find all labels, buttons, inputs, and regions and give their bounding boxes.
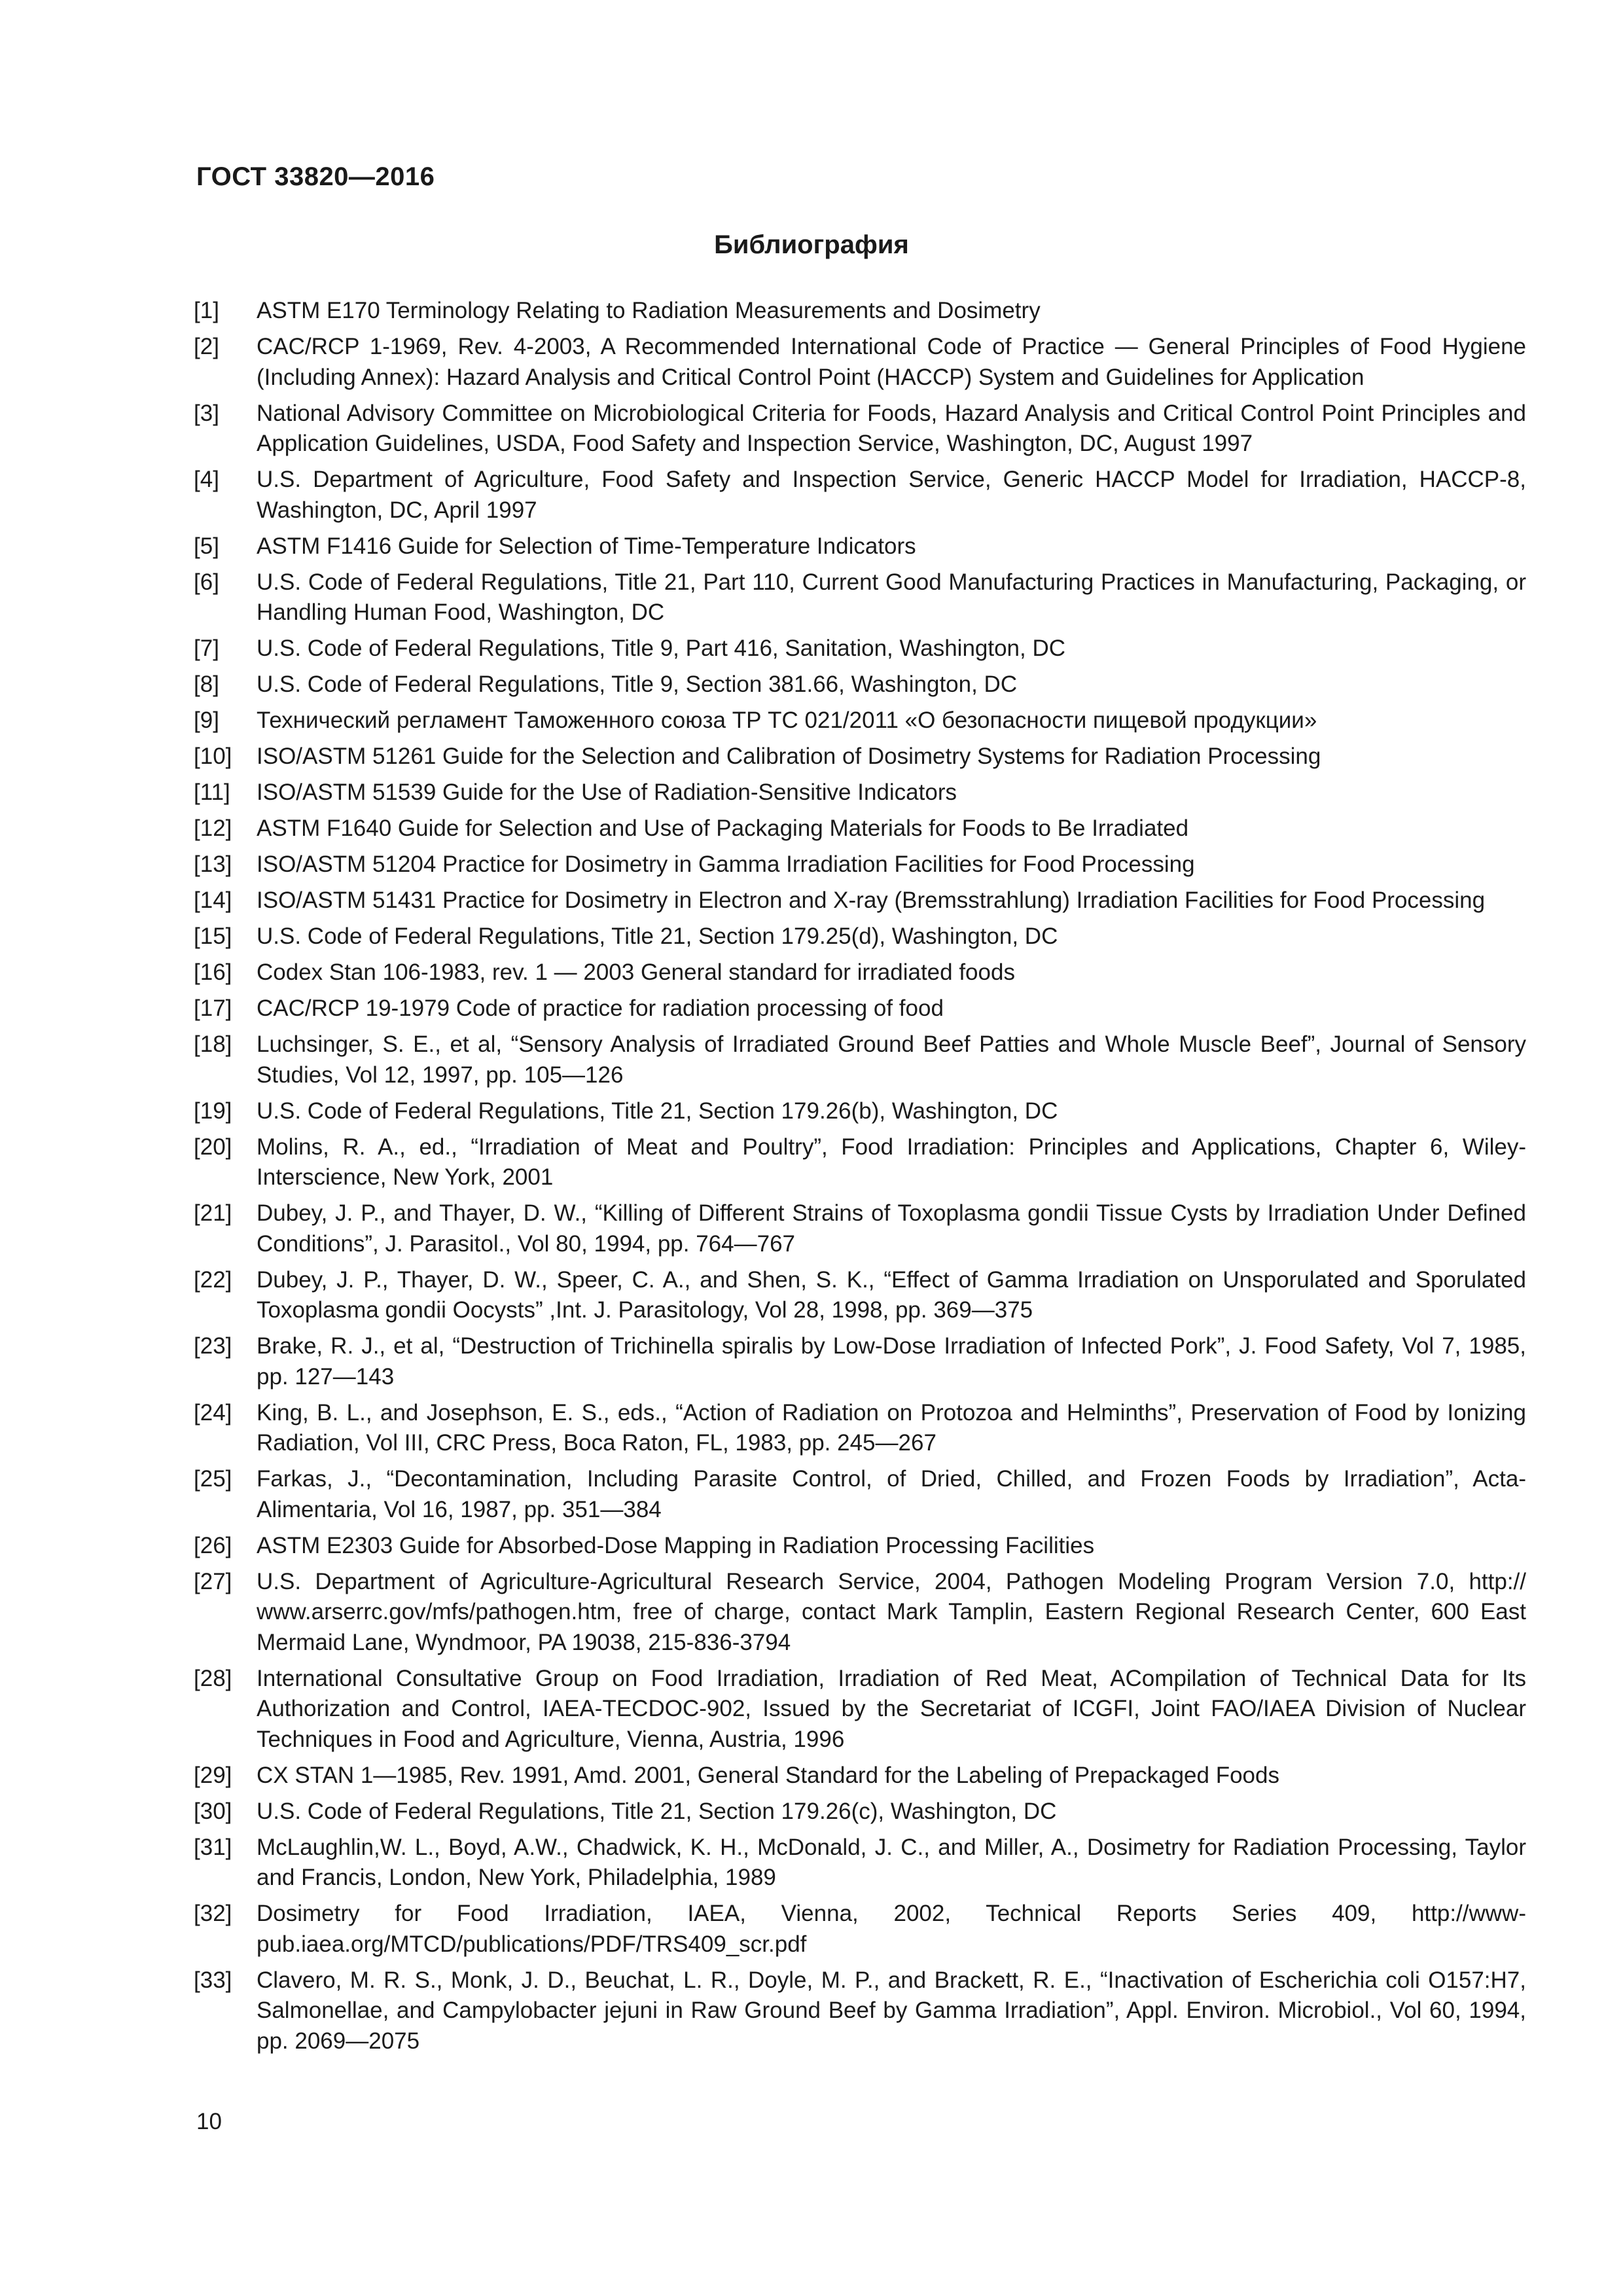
reference-number: [18] (194, 1031, 232, 1057)
reference-text: Технический регламент Таможенного союза ТР ТС 021/2011 «О безопасности пищевой продукции» (257, 708, 1317, 733)
reference-item (194, 1265, 1526, 1326)
reference-item (194, 706, 1526, 736)
document-header: ГОСТ 33820—2016 (196, 162, 435, 191)
reference-text: U.S. Department of Agriculture-Agricultural Research Service, 2004, Pathogen Modeling Program Version 7.0, http:// www.arserrc.gov/mfs/pathogen.htm, free of charge, contact Mark Tamplin, Eastern Regional Research Center, 600 East Mermaid Lane, Wyndmoor, PA 19038, 215-836-3794 (257, 1568, 1526, 1655)
reference-number: [13] (194, 852, 232, 877)
reference-item (194, 567, 1526, 628)
reference-text: Farkas, J., “Decontamination, Including Parasite Control, of Dried, Chilled, and Frozen Foods by Irradiation”, Acta-Alimentaria, Vol 16, 1987, pp. 351—384 (257, 1466, 1526, 1522)
reference-number: [14] (194, 888, 232, 913)
reference-number: [31] (194, 1834, 232, 1860)
reference-number: [7] (194, 636, 219, 661)
reference-number: [28] (194, 1665, 232, 1691)
reference-item (194, 778, 1526, 808)
reference-text: U.S. Code of Federal Regulations, Title 21, Section 179.25(d), Washington, DC (257, 924, 1058, 949)
reference-item (194, 332, 1526, 393)
reference-number: [30] (194, 1798, 232, 1824)
reference-number: [16] (194, 960, 232, 985)
reference-number: [1] (194, 298, 219, 323)
reference-item (194, 1761, 1526, 1791)
reference-item (194, 850, 1526, 880)
reference-text: National Advisory Committee on Microbiological Criteria for Foods, Hazard Analysis and Critical Control Point Principles and Application Guidelines, USDA, Food Safety and Inspection Service, Washington, DC, August 1997 (257, 400, 1526, 456)
reference-item (194, 399, 1526, 459)
reference-text: Luchsinger, S. E., et al, “Sensory Analysis of Irradiated Ground Beef Patties and Whole Muscle Beef”, Journal of Sensory Studies, Vol 12, 1997, pp. 105—126 (257, 1031, 1526, 1088)
reference-text: ASTM F1416 Guide for Selection of Time-Temperature Indicators (257, 533, 916, 559)
reference-number: [22] (194, 1266, 232, 1293)
reference-text: ASTM F1640 Guide for Selection and Use of Packaging Materials for Foods to Be Irradiated (257, 816, 1189, 841)
reference-item (194, 1664, 1526, 1755)
page-number: 10 (196, 2109, 222, 2134)
reference-number: [8] (194, 672, 219, 697)
reference-text: CAC/RCP 19-1979 Code of practice for radiation processing of food (257, 996, 944, 1021)
reference-text: CX STAN 1—1985, Rev. 1991, Amd. 2001, General Standard for the Labeling of Prepackaged Foods (257, 1762, 1279, 1788)
reference-number: [4] (194, 467, 219, 492)
page-title: Библиография (714, 230, 909, 259)
reference-item (194, 1198, 1526, 1259)
reference-number: [9] (194, 708, 219, 733)
reference-number: [6] (194, 569, 219, 595)
reference-item (194, 465, 1526, 526)
reference-item (194, 922, 1526, 952)
reference-number: [19] (194, 1098, 232, 1124)
reference-text: U.S. Code of Federal Regulations, Title 9, Section 381.66, Washington, DC (257, 672, 1018, 697)
reference-text: U.S. Code of Federal Regulations, Title 9, Part 416, Sanitation, Washington, DC (257, 636, 1066, 661)
reference-number: [5] (194, 533, 219, 559)
reference-item (194, 1833, 1526, 1893)
reference-item (194, 1899, 1526, 1960)
reference-item (194, 1030, 1526, 1090)
reference-item (194, 958, 1526, 988)
reference-number: [17] (194, 996, 232, 1021)
reference-text: CAC/RCP 1-1969, Rev. 4-2003, A Recommended International Code of Practice — General Principles of Food Hygiene (Including Annex): Hazard Analysis and Critical Control Point (HACCP) System and Guidelines for Application (257, 334, 1526, 390)
reference-text: ASTM E170 Terminology Relating to Radiation Measurements and Dosimetry (257, 298, 1041, 323)
reference-item (194, 296, 1526, 327)
reference-text: ISO/ASTM 51204 Practice for Dosimetry in Gamma Irradiation Facilities for Food Processing (257, 852, 1195, 877)
reference-text: Molins, R. A., ed., “Irradiation of Meat and Poultry”, Food Irradiation: Principles and Applications, Chapter 6, Wiley-Interscience, New York, 2001 (257, 1134, 1526, 1190)
reference-item (194, 742, 1526, 772)
reference-item (194, 1331, 1526, 1392)
reference-item (194, 994, 1526, 1024)
reference-text: U.S. Code of Federal Regulations, Title 21, Section 179.26(c), Washington, DC (257, 1798, 1057, 1824)
reference-text: Clavero, M. R. S., Monk, J. D., Beuchat, L. R., Doyle, M. P., and Brackett, R. E., “Inactivation of Escherichia coli O157:H7, Salmonellae, and Campylobacter jejuni in Raw Ground Beef by Gamma Irradiation”, Appl. Environ. Microbiol., Vol 60, 1994, pp. 2069—2075 (257, 1967, 1526, 2054)
reference-item (194, 814, 1526, 844)
reference-text: U.S. Code of Federal Regulations, Title 21, Part 110, Current Good Manufacturing Practices in Manufacturing, Packaging, or Handling Human Food, Washington, DC (257, 569, 1526, 625)
reference-number: [23] (194, 1333, 232, 1359)
reference-item (194, 1464, 1526, 1525)
reference-text: ISO/ASTM 51431 Practice for Dosimetry in Electron and X-ray (Bremsstrahlung) Irradiation Facilities for Food Processing (257, 888, 1486, 913)
reference-number: [15] (194, 924, 232, 949)
reference-item (194, 1132, 1526, 1193)
reference-text: Brake, R. J., et al, “Destruction of Trichinella spiralis by Low-Dose Irradiation of Infected Pork”, J. Food Safety, Vol 7, 1985, pp. 127—143 (257, 1333, 1526, 1390)
reference-text: Dubey, J. P., Thayer, D. W., Speer, C. A., and Shen, S. K., “Effect of Gamma Irradiation on Unsporulated and Sporulated Toxoplasma gondii Oocysts” ,Int. J. Parasitology, Vol 28, 1998, pp. 369—375 (257, 1266, 1526, 1323)
reference-number: [24] (194, 1399, 232, 1426)
reference-number: [3] (194, 400, 219, 426)
reference-text: ASTM E2303 Guide for Absorbed-Dose Mapping in Radiation Processing Facilities (257, 1532, 1095, 1558)
reference-number: [2] (194, 334, 219, 359)
reference-item (194, 1797, 1526, 1827)
reference-number: [10] (194, 744, 232, 769)
reference-number: [11] (194, 780, 230, 805)
reference-number: [21] (194, 1200, 232, 1226)
reference-number: [25] (194, 1466, 232, 1492)
reference-number: [27] (194, 1568, 232, 1594)
reference-text: U.S. Code of Federal Regulations, Title 21, Section 179.26(b), Washington, DC (257, 1098, 1058, 1124)
bibliography-list (194, 296, 1526, 2062)
reference-item (194, 886, 1526, 916)
reference-text: International Consultative Group on Food Irradiation, Irradiation of Red Meat, ACompilation of Technical Data for Its Authorization and Control, IAEA-TECDOC-902, Issued by the Secretariat of ICGFI, Joint FAO/IAEA Division of Nuclear Techniques in Food and Agriculture, Vienna, Austria, 1996 (257, 1665, 1526, 1752)
reference-number: [26] (194, 1532, 232, 1558)
reference-item (194, 1567, 1526, 1659)
reference-item (194, 1398, 1526, 1459)
reference-text: Dubey, J. P., and Thayer, D. W., “Killing of Different Strains of Toxoplasma gondii Tissue Cysts by Irradiation Under Defined Conditions”, J. Parasitol., Vol 80, 1994, pp. 764—767 (257, 1200, 1526, 1257)
reference-item (194, 1965, 1526, 2057)
reference-text: Dosimetry for Food Irradiation, IAEA, Vienna, 2002, Technical Reports Series 409, http://www-pub.iaea.org/MTCD/publications/PDF/TRS409_scr.pdf (257, 1901, 1526, 1957)
reference-text: King, B. L., and Josephson, E. S., eds., “Action of Radiation on Protozoa and Helminths”, Preservation of Food by Ionizing Radiation, Vol III, CRC Press, Boca Raton, FL, 1983, pp. 245—267 (257, 1399, 1526, 1456)
reference-number: [29] (194, 1762, 232, 1788)
reference-text: ISO/ASTM 51539 Guide for the Use of Radiation-Sensitive Indicators (257, 780, 957, 805)
reference-item (194, 1531, 1526, 1562)
reference-text: Codex Stan 106-1983, rev. 1 — 2003 General standard for irradiated foods (257, 960, 1015, 985)
reference-item (194, 670, 1526, 700)
reference-item (194, 1096, 1526, 1127)
reference-number: [12] (194, 816, 232, 841)
reference-item (194, 531, 1526, 562)
reference-number: [20] (194, 1134, 232, 1160)
reference-item (194, 634, 1526, 664)
reference-text: U.S. Department of Agriculture, Food Safety and Inspection Service, Generic HACCP Model for Irradiation, HACCP-8, Washington, DC, April 1997 (257, 467, 1526, 523)
reference-number: [33] (194, 1967, 232, 1993)
reference-number: [32] (194, 1901, 232, 1926)
reference-text: McLaughlin,W. L., Boyd, A.W., Chadwick, K. H., McDonald, J. C., and Miller, A., Dosimetry for Radiation Processing, Taylor and Francis, London, New York, Philadelphia, 1989 (257, 1834, 1526, 1890)
reference-text: ISO/ASTM 51261 Guide for the Selection and Calibration of Dosimetry Systems for Radiation Processing (257, 744, 1321, 769)
